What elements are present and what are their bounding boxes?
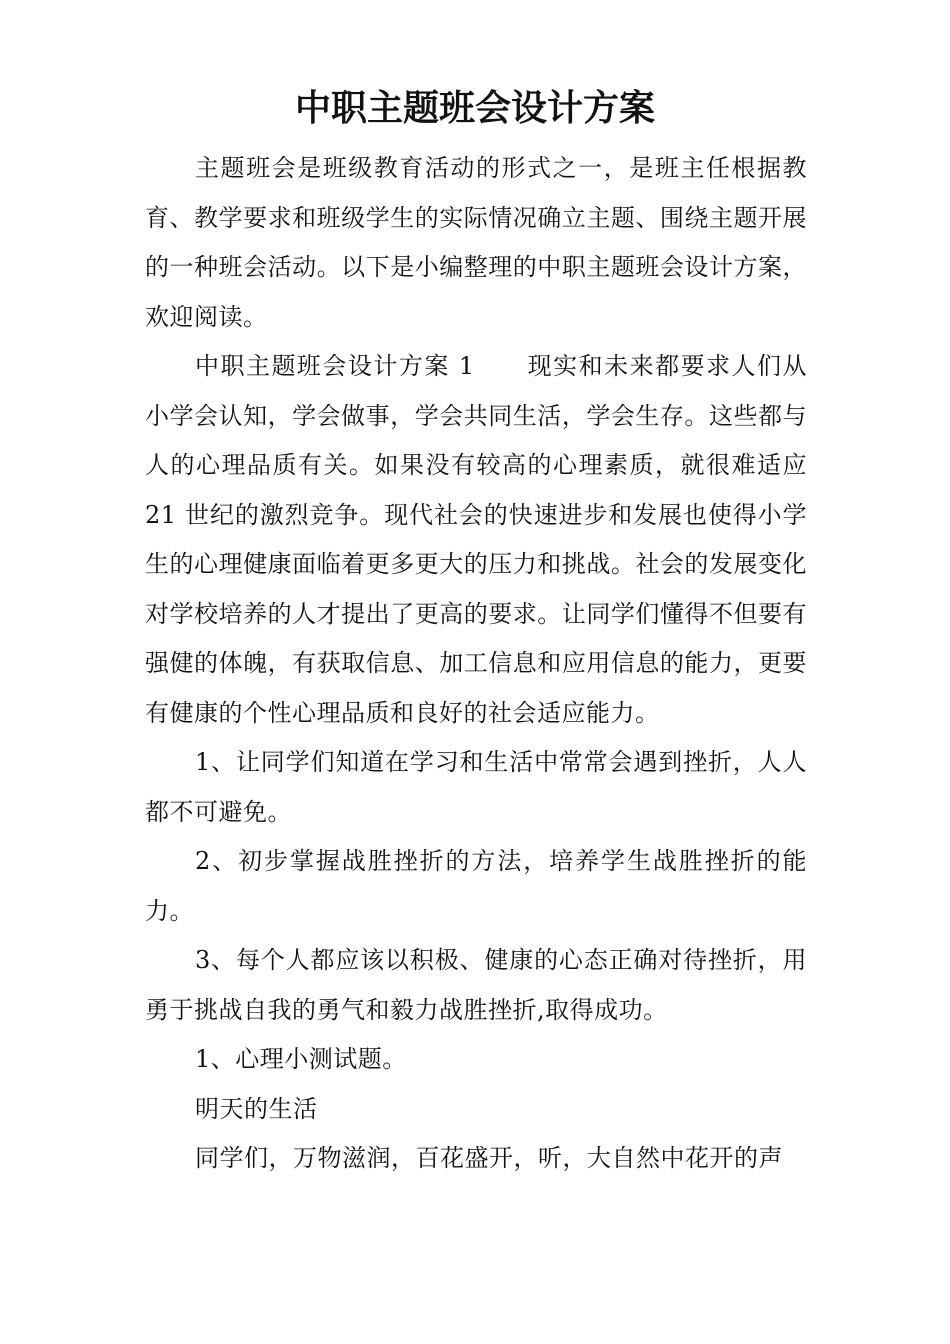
closing-paragraph: 同学们，万物滋润，百花盛开，听，大自然中花开的声 xyxy=(195,1144,783,1172)
section-heading: 中职主题班会设计方案 1 xyxy=(195,352,475,380)
subheading-tomorrow: 明天的生活 xyxy=(195,1094,318,1123)
intro-paragraph: 主题班会是班级教育活动的形式之一，是班主任根据教育、教学要求和班级学生的实际情况确立主题、围绕主题开展的一种班会活动。以下是小编整理的中职主题班会设计方案，欢迎阅读。 xyxy=(145,154,807,331)
goal-item-3: 3、每个人都应该以积极、健康的心态正确对待挫折，用勇于挑战自我的勇气和毅力战胜挫折,取得成功。 xyxy=(145,946,807,1024)
document-body xyxy=(145,144,807,1184)
activity-item-1: 1、心理小测试题。 xyxy=(195,1045,407,1073)
document-title: 中职主题班会设计方案 xyxy=(294,87,655,129)
section-paragraph xyxy=(145,342,807,738)
section-body-text: 现实和未来都要求人们从小学会认知，学会做事，学会共同生活，学会生存。这些都与人的心理品质有关。如果没有较高的心理素质，就很难适应 21 世纪的激烈竞争。现代社会的快速进步和发展也使得小学生的心理健康面临着更多更大的压力和挑战。社会的发展变化对学校培养的人才提出了更高的要求。让同学们懂得不但要有强健的体魄，有获取信息、加工信息和应用信息的能力，更要有健康的个性心理品质和良好的社会适应能力。 xyxy=(145,352,807,727)
goal-item-1: 1、让同学们知道在学习和生活中常常会遇到挫折，人人都不可避免。 xyxy=(145,748,807,826)
goal-item-2: 2、初步掌握战胜挫折的方法，培养学生战胜挫折的能力。 xyxy=(145,847,807,925)
